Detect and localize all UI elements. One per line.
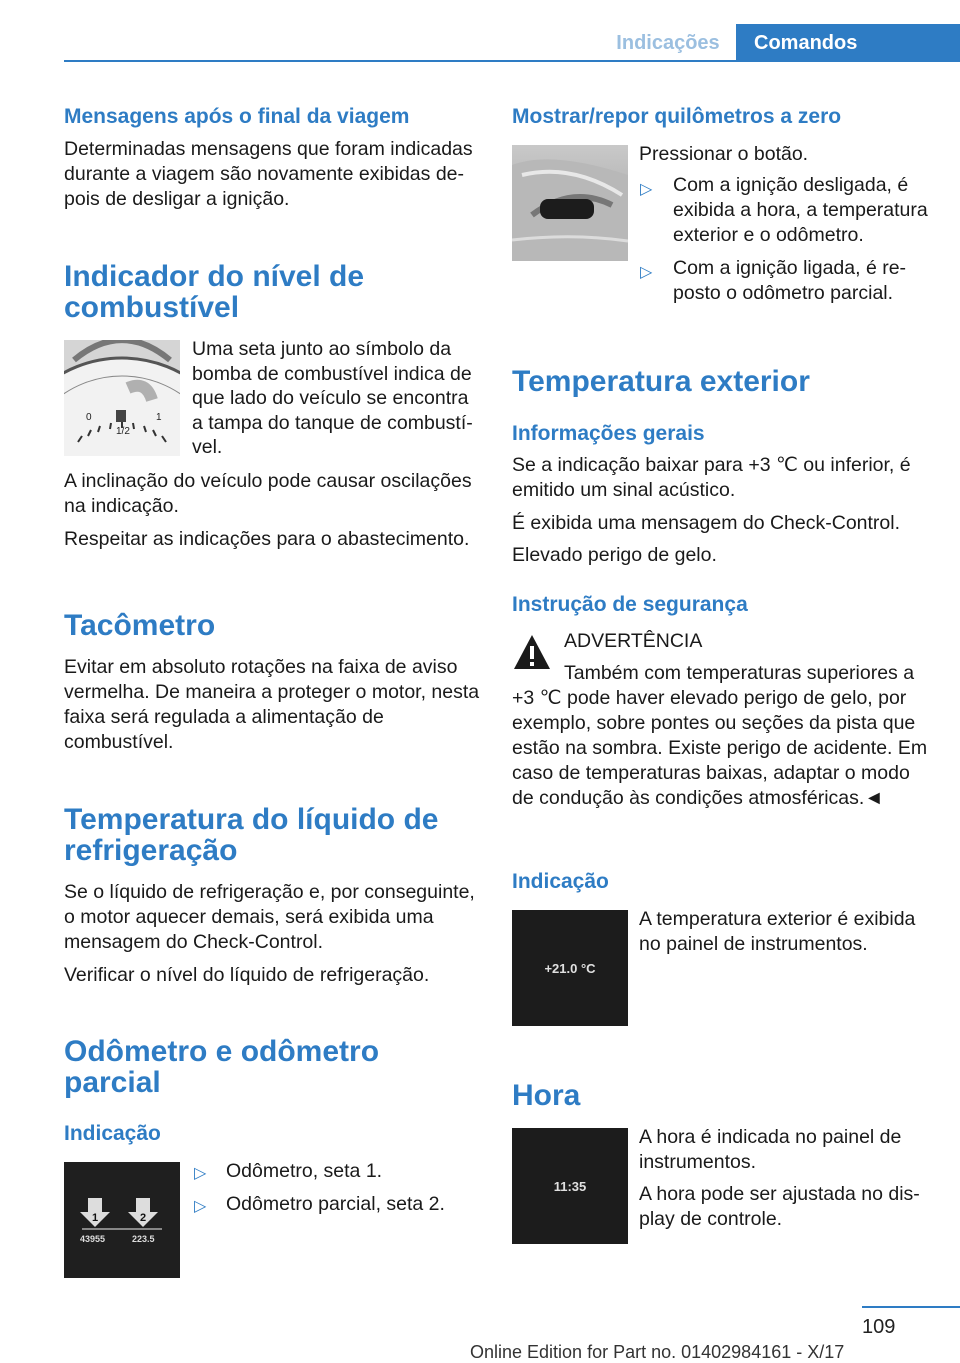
gauge-half-label: 1/2 — [116, 426, 130, 437]
warning-text-first-line: Também com temperaturas superiores a — [564, 662, 915, 684]
fuel-refuel-text: Respeitar as indicações para o abastecimento. — [64, 528, 470, 550]
reset-text: Pressionar o botão. — [639, 143, 809, 165]
coolant-text: Se o líquido de refrigeração e, por conseguinte, o motor aquecer demais, será exibida uma mensagem do Check-Control. — [64, 881, 475, 953]
indication-text: A temperatura exterior é exibida no painel de instrumentos. — [639, 908, 916, 955]
exterior-temp-heading: Temperatura exterior — [512, 365, 810, 398]
indication-heading: Indicação — [512, 870, 609, 893]
hora-text-2: A hora pode ser ajustada no display de controle. — [639, 1183, 920, 1230]
reset-button-icon — [540, 199, 594, 219]
page-number: 109 — [862, 1316, 896, 1338]
odometer-trip-value: 223.5 — [132, 1234, 155, 1244]
bullet-triangle-icon: ▷ — [640, 264, 653, 281]
gauge-one-label: 1 — [156, 412, 162, 423]
general-info-heading: Informações gerais — [512, 422, 705, 445]
footer-rule — [862, 1306, 960, 1308]
fuel-inclination-text: A inclinação do veículo pode causar oscilações na indicação. — [64, 470, 472, 517]
warning-label: ADVERTÊNCIA — [564, 630, 703, 652]
tab-comandos[interactable]: Comandos — [736, 24, 960, 62]
reset-heading: Mostrar/repor quilômetros a zero — [512, 105, 842, 128]
fuel-text: Uma seta junto ao símbolo da bomba de combustível indica de que lado do veículo se encontra a tampa do tanque de combustível. — [192, 338, 473, 458]
clock-display-value: 11:35 — [553, 1178, 587, 1194]
bullet-triangle-icon: ▷ — [194, 1165, 207, 1182]
bullet-triangle-icon: ▷ — [194, 1198, 207, 1215]
coolant-heading: Temperatura do líquido de refrigeração — [64, 803, 439, 867]
clock-display-figure — [512, 1128, 628, 1244]
tab-indicacoes[interactable]: Indicações — [616, 32, 720, 54]
temperature-display-value: +21.0 °C — [544, 960, 596, 976]
safety-heading: Instrução de segurança — [512, 593, 748, 616]
info-text-3: Elevado perigo de gelo. — [512, 544, 717, 566]
reset-bullet-2: Com a ignição ligada, é reposto o odômetro parcial. — [673, 257, 907, 304]
messages-text: Determinadas mensagens que foram indicadas durante a viagem são novamente exibidas depois de desligar a ignição. — [64, 138, 473, 210]
warning-text: +3 ℃ pode haver elevado perigo de gelo, por exemplo, sobre pontes ou seções da pista que estão na sombra. Existe perigo de acidente. Em caso de temperaturas baixas, adaptar o modo de condução às condições atmosféricas.◄ — [512, 687, 928, 809]
fuel-heading: Indicador do nível de combustível — [64, 260, 365, 324]
odometer-figure — [64, 1162, 180, 1278]
gauge-zero-label: 0 — [86, 412, 92, 423]
arrow-2-label: 2 — [140, 1212, 147, 1224]
hora-text-1: A hora é indicada no painel de instrumentos. — [639, 1126, 902, 1173]
reset-button-figure — [512, 145, 628, 261]
odometer-heading: Odômetro e odômetro parcial — [64, 1035, 380, 1099]
edition-footer: Online Edition for Part no. 01402984161 - X/17 — [470, 1342, 845, 1362]
warning-icon — [512, 632, 552, 672]
info-text-1: Se a indicação baixar para +3 ℃ ou inferior, é emitido um sinal acústico. — [512, 454, 911, 501]
odometer-bullet-2: Odômetro parcial, seta 2. — [226, 1193, 445, 1215]
odometer-bullet-1: Odômetro, seta 1. — [226, 1160, 383, 1182]
reset-bullet-1: Com a ignição desligada, é exibida a hora, a temperatura exterior e o odômetro. — [673, 174, 928, 246]
bullet-triangle-icon: ▷ — [640, 181, 653, 198]
coolant-check-text: Verificar o nível do líquido de refrigeração. — [64, 964, 430, 986]
info-text-2: É exibida uma mensagem do Check-Control. — [512, 512, 901, 534]
hora-heading: Hora — [512, 1079, 581, 1112]
odometer-total-value: 43955 — [80, 1234, 106, 1244]
temperature-display-figure — [512, 910, 628, 1026]
odometer-subheading: Indicação — [64, 1122, 161, 1145]
taco-heading: Tacômetro — [64, 609, 216, 642]
arrow-1-label: 1 — [92, 1212, 99, 1224]
messages-heading: Mensagens após o final da viagem — [64, 105, 410, 128]
fuel-gauge-figure — [64, 340, 180, 456]
taco-text: Evitar em absoluto rotações na faixa de aviso vermelha. De maneira a proteger o motor, nesta faixa será regulada a alimentação de combustível. — [64, 656, 480, 753]
